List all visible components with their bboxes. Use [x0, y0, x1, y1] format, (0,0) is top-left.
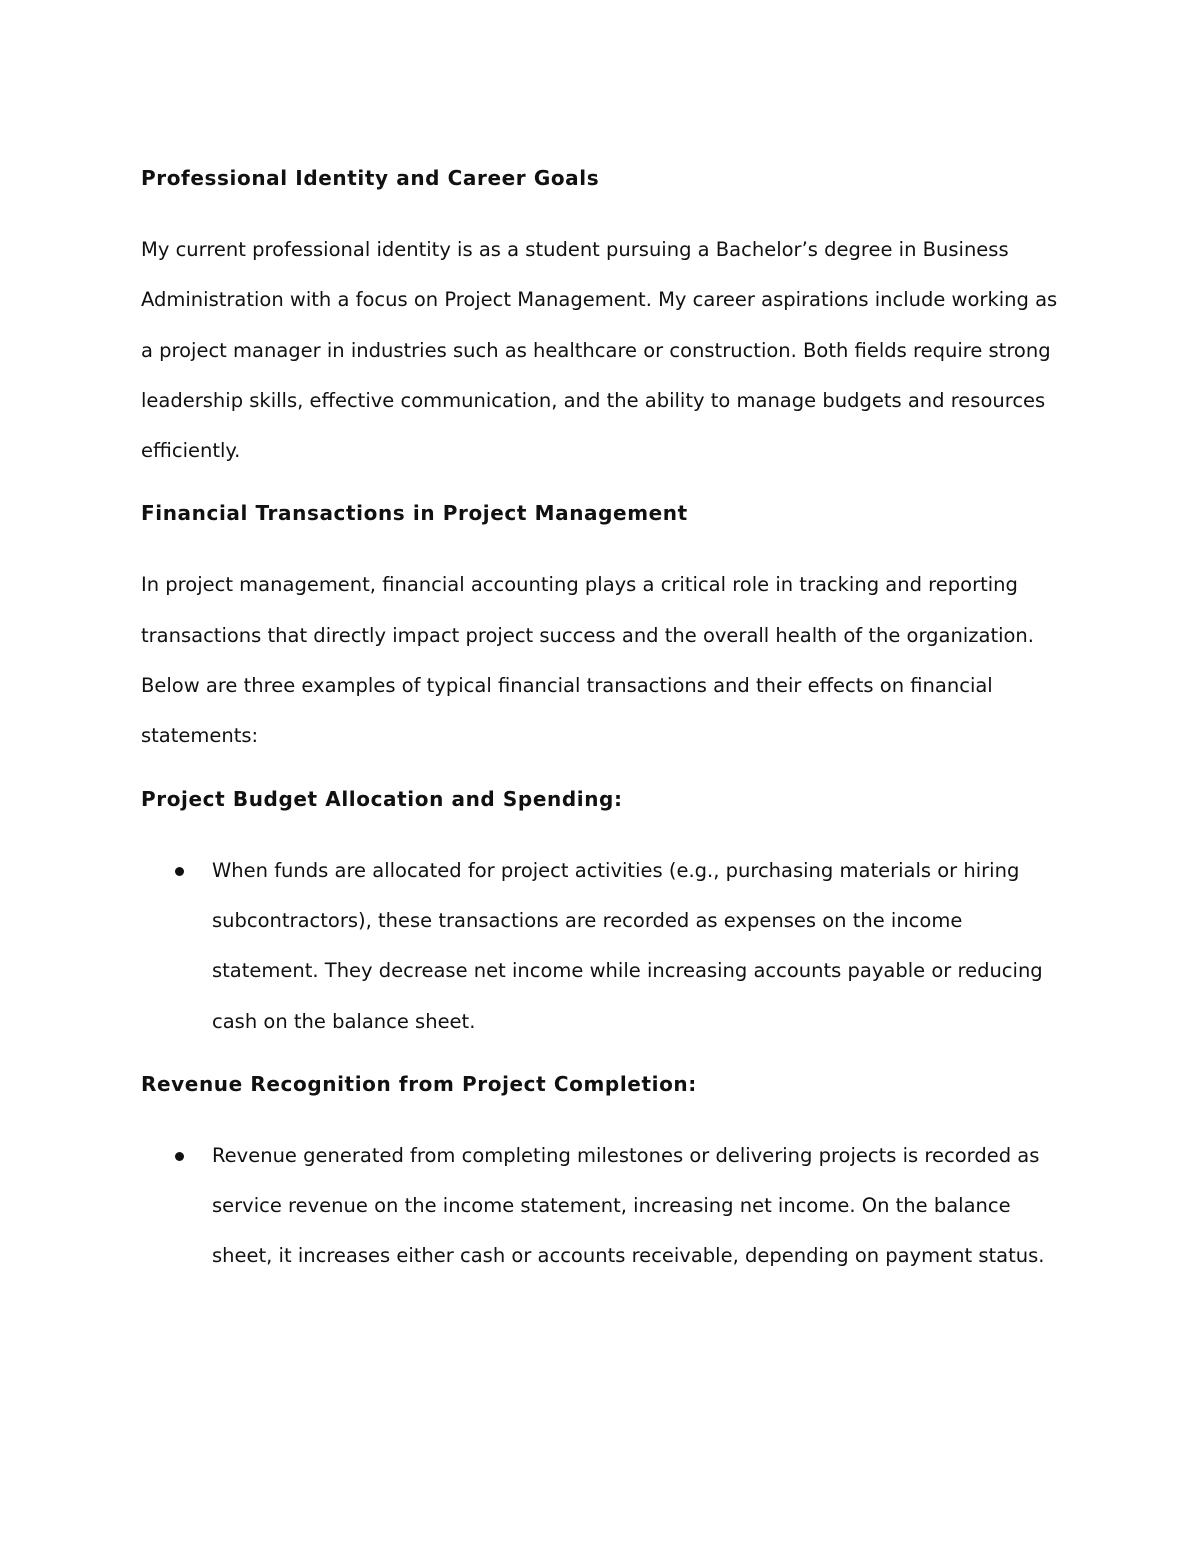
- section-heading: Revenue Recognition from Project Completion:: [141, 1071, 697, 1096]
- section-paragraph: In project management, financial accounting plays a critical role in tracking and reporting transactions that directly impact project success and the overall health of the organization. Below are three examples of typical financial transactions and their effects on financial statements:: [141, 573, 1034, 748]
- section-heading: Financial Transactions in Project Management: [141, 501, 688, 526]
- section-financial-transactions: [141, 495, 1071, 780]
- section-revenue-recognition: [141, 1066, 1071, 1282]
- list-item-text: When funds are allocated for project activities (e.g., purchasing materials or hiring subcontractors), these transactions are recorded as expenses on the income statement. They decrease net income while increasing accounts payable or reducing cash on the balance sheet.: [212, 858, 1043, 1033]
- section-paragraph: My current professional identity is as a student pursuing a Bachelor’s degree in Business Administration with a focus on Project Management. My career aspirations include working as a project manager in industries such as healthcare or construction. Both fields require strong leadership skills, effective communication, and the ability to manage budgets and resources efficiently.: [141, 238, 1058, 463]
- bullet-list: [141, 1131, 1071, 1282]
- section-professional-identity: [141, 160, 1071, 495]
- section-heading: Professional Identity and Career Goals: [141, 166, 600, 190]
- bullet-icon: [175, 867, 184, 876]
- document-body: [141, 160, 1071, 1282]
- list-item: [141, 1131, 1071, 1282]
- list-item: [141, 846, 1071, 1047]
- list-item-text: Revenue generated from completing milestones or delivering projects is recorded as service revenue on the income statement, increasing net income. On the balance sheet, it increases either cash or accounts receivable, depending on payment status.: [212, 1143, 1045, 1268]
- bullet-list: [141, 846, 1071, 1047]
- section-heading: Project Budget Allocation and Spending:: [141, 786, 623, 811]
- section-budget-allocation: [141, 781, 1071, 1066]
- bullet-icon: [175, 1152, 184, 1161]
